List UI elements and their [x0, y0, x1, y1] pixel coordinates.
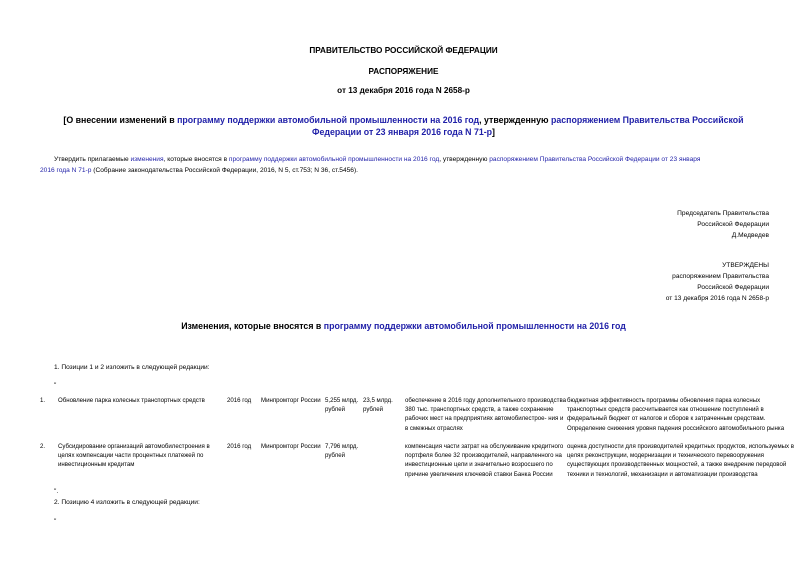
approved-line-3: от 13 декабря 2016 года N 2658-р [665, 295, 769, 302]
row-value-1: 7,796 млрд. рублей [325, 443, 359, 460]
intro-link-program[interactable]: программу поддержки автомобильной промышленности на 2016 год [228, 156, 440, 163]
title-text-1: [О внесении изменений в [63, 115, 178, 125]
signature-block [677, 208, 769, 241]
approved-label: УТВЕРЖДЕНЫ [722, 262, 769, 269]
intro-text-3: , утвержденную [439, 156, 490, 163]
title-link-order[interactable]: распоряжением Правительства Российской [550, 115, 744, 125]
title-text-3: ] [492, 127, 495, 137]
document-date: от 13 декабря 2016 года N 2658-р [337, 86, 470, 95]
quote-open-2: " [54, 518, 57, 525]
row-result: компенсация части затрат на обслуживание кредитного портфеля более 32 производителей, направленного на инвестиционные цели и значительно возросшего по причине увеличения ключевой ставки Банка России [405, 443, 564, 478]
row-value-2 [363, 442, 405, 479]
row-number: 2. [40, 443, 46, 450]
row-year: 2016 год [227, 397, 252, 404]
row-value-1: 5,255 млрд. рублей [325, 397, 359, 414]
row-number: 1. [40, 397, 46, 404]
title-link-program[interactable]: программу поддержки автомобильной промышленности на 2016 год [177, 115, 480, 125]
table-row [40, 396, 797, 442]
changes-title-link[interactable]: программу поддержки автомобильной промышленности на 2016 год [323, 321, 626, 331]
row-measure-name: Обновление парка колесных транспортных средств [58, 397, 205, 404]
approved-line-1: распоряжением Правительства [672, 273, 769, 280]
signature-name: Д.Медведев [731, 232, 769, 239]
quote-open: " [54, 382, 57, 389]
row-result: обеспечение в 2016 году дополнительного производства 380 тыс. транспортных средств, а также сохранение рабочих мест на предприятиях автомобилестрое- ния и в смежных отраслях [405, 397, 567, 432]
intro-text-4: (Собрание законодательства Российской Федерации, 2016, N 5, ст.753; N 36, ст.5456). [91, 167, 358, 174]
approved-block [666, 260, 769, 304]
row-ministry: Минпромторг России [261, 397, 321, 404]
intro-link-changes[interactable]: изменения [130, 156, 164, 163]
title-text-2: , утвержденную [479, 115, 551, 125]
document-type: РАСПОРЯЖЕНИЕ [368, 67, 439, 76]
item-2-instruction: 2. Позицию 4 изложить в следующей редакции: [54, 499, 200, 506]
row-year: 2016 год [227, 443, 252, 450]
intro-text-1: Утвердить прилагаемые [54, 156, 131, 163]
intro-link-order[interactable]: распоряжением Правительства Российской Федерации от 23 января [489, 156, 701, 163]
approved-line-2: Российской Федерации [697, 284, 769, 291]
quote-close: ". [54, 488, 59, 495]
row-measure-name: Субсидирование организаций автомобилестроения в целях компенсации части процентных платежей по инвестиционным кредитам [58, 443, 210, 469]
intro-paragraph [40, 154, 770, 176]
row-value-2: 23,5 млрд. рублей [363, 397, 393, 414]
row-efficiency: оценка доступности для производителей кредитных продуктов, используемых в целях реконструкции, модернизации и технического перевооружения существующих производственных мощностей, а также внедрение передовой техники и технологий, механизации и автоматизации производства [567, 443, 794, 478]
positions-table [40, 396, 797, 479]
intro-link-order-cont[interactable]: 2016 года N 71-р [40, 167, 92, 174]
changes-title-text: Изменения, которые вносятся в [181, 321, 324, 331]
changes-title [0, 320, 807, 332]
government-title: ПРАВИТЕЛЬСТВО РОССИЙСКОЙ ФЕДЕРАЦИИ [309, 46, 498, 55]
signature-position-2: Российской Федерации [697, 221, 769, 228]
signature-position-1: Председатель Правительства [677, 210, 769, 217]
item-1-instruction: 1. Позиции 1 и 2 изложить в следующей редакции: [54, 364, 210, 371]
table-row [40, 442, 797, 479]
row-efficiency: бюджетная эффективность программы обновления парка колесных транспортных средств рассчитывается как отношение поступлений в федеральный бюджет от налогов и сборов к затраченным средствам. Определение снижения уровня падения российского автомобильного рынка [567, 397, 785, 432]
row-ministry: Минпромторг России [261, 443, 321, 450]
document-title [0, 114, 807, 138]
title-link-order-cont[interactable]: Федерации от 23 января 2016 года N 71-р [312, 127, 493, 137]
intro-text-2: , которые вносятся в [163, 156, 229, 163]
